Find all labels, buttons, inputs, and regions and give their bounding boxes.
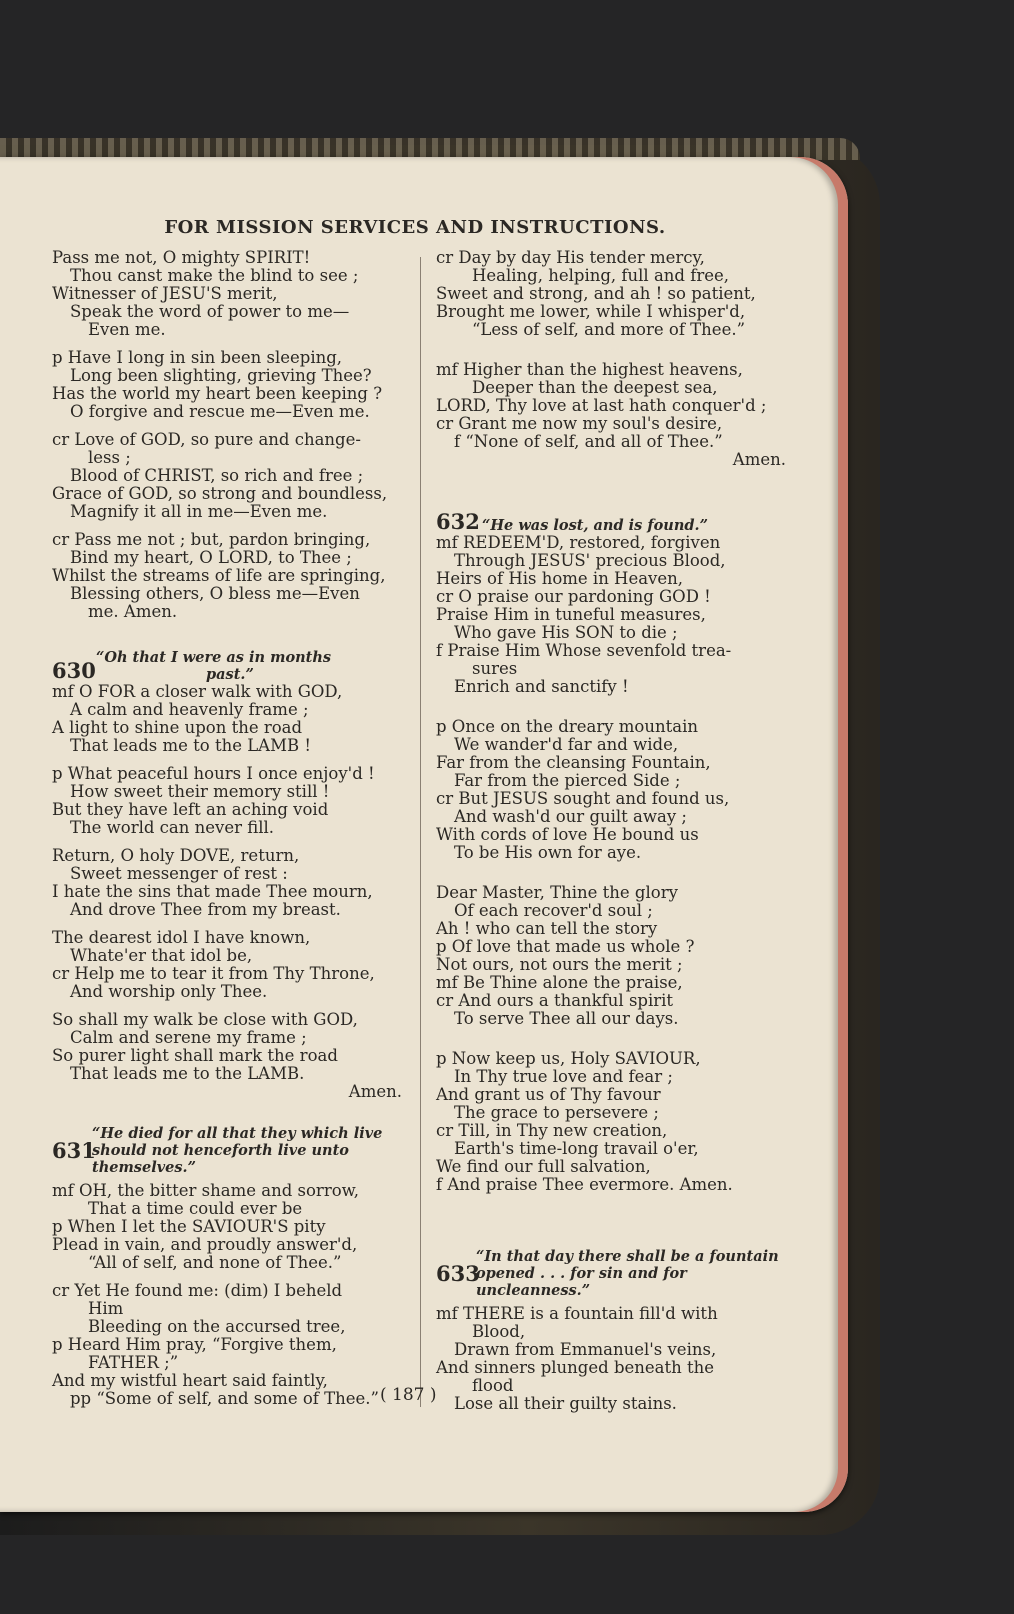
hymn-line: FATHER ;” — [88, 1353, 179, 1372]
hymn-line: To be His own for aye. — [454, 843, 642, 862]
hymn-line: mf OH, the bitter shame and sorrow, — [52, 1181, 360, 1200]
hymn-line: f “None of self, and all of Thee.” — [454, 432, 723, 451]
hymn-line: Through JESUS' precious Blood, — [454, 551, 726, 570]
hymn-line: cr Till, in Thy new creation, — [436, 1121, 668, 1140]
hymn-line: p Once on the dreary mountain — [436, 717, 698, 736]
hymn-line: f Praise Him Whose sevenfold trea- — [436, 641, 732, 660]
hymn-line: But they have left an aching void — [52, 800, 329, 819]
hymn-line: cr Day by day His tender mercy, — [436, 248, 705, 267]
hymn-line: Far from the cleansing Fountain, — [436, 753, 711, 772]
hymn-line: cr Pass me not ; but, pardon bringing, — [52, 530, 371, 549]
hymn-line: Whilst the streams of life are springing, — [52, 566, 386, 585]
hymn-line: Deeper than the deepest sea, — [472, 378, 718, 397]
amen-label: Amen. — [732, 450, 786, 469]
hymn-line: And worship only Thee. — [70, 982, 268, 1001]
right-column — [436, 249, 796, 1413]
hymn-line: pp “Some of self, and some of Thee.” — [70, 1389, 379, 1408]
right-verses-a — [436, 249, 796, 451]
hymn-line: And drove Thee from my breast. — [70, 900, 341, 919]
hymn-line: cr Yet He found me: (dim) I beheld — [52, 1281, 343, 1300]
hymn-line: mf Be Thine alone the praise, — [436, 973, 683, 992]
hymn-line: f And praise Thee evermore. Amen. — [436, 1175, 733, 1194]
column-divider — [420, 257, 421, 1407]
hymn-line: Witnesser of JESU'S merit, — [52, 284, 278, 303]
hymn-epigraph: “He was lost, and is found.” — [482, 517, 708, 534]
hymn-line: The dearest idol I have known, — [52, 928, 311, 947]
hymn-line: p Of love that made us whole ? — [436, 937, 695, 956]
hymn-line: Him — [88, 1299, 124, 1318]
left-verses-b — [52, 683, 412, 1083]
hymn-number: 630 — [52, 658, 96, 683]
page-number: ( 187 ) — [380, 1385, 437, 1405]
hymn-line: less ; — [88, 448, 131, 467]
hymn-line: mf O FOR a closer walk with GOD, — [52, 682, 343, 701]
hymn-line: I hate the sins that made Thee mourn, — [52, 882, 373, 901]
left-verses-c — [52, 1182, 412, 1408]
hymn-line: Even me. — [88, 320, 166, 339]
hymn-line: Bleeding on the accursed tree, — [88, 1317, 346, 1336]
hymn-line: Long been slighting, grieving Thee? — [70, 366, 372, 385]
hymn-line: Thou canst make the blind to see ; — [70, 266, 359, 285]
hymn-line: We find our full salvation, — [436, 1157, 651, 1176]
right-verses-c — [436, 1305, 796, 1413]
hymn-line: cr Help me to tear it from Thy Throne, — [52, 964, 375, 983]
hymn-line: And wash'd our guilt away ; — [454, 807, 687, 826]
hymn-line: Whate'er that idol be, — [70, 946, 253, 965]
hymn-line: Plead in vain, and proudly answer'd, — [52, 1235, 358, 1254]
hymn-line: cr Love of GOD, so pure and change- — [52, 430, 361, 449]
hymn-heading-631 — [52, 1125, 412, 1176]
hymn-line: Dear Master, Thine the glory — [436, 883, 678, 902]
hymn-line: cr But JESUS sought and found us, — [436, 789, 730, 808]
hymn-line: In Thy true love and fear ; — [454, 1067, 673, 1086]
amen-label: Amen. — [348, 1082, 402, 1101]
hymn-line: Brought me lower, while I whisper'd, — [436, 302, 746, 321]
hymn-line: p When I let the SAVIOUR'S pity — [52, 1217, 326, 1236]
hymn-line: mf Higher than the highest heavens, — [436, 360, 743, 379]
right-verses-b — [436, 534, 796, 1194]
hymn-line: Enrich and sanctify ! — [454, 677, 629, 696]
hymn-line: Far from the pierced Side ; — [454, 771, 681, 790]
hymn-line: We wander'd far and wide, — [454, 735, 679, 754]
hymn-line: Blessing others, O bless me—Even — [70, 584, 360, 603]
hymn-heading-633 — [436, 1248, 796, 1299]
hymn-line: Calm and serene my frame ; — [70, 1028, 307, 1047]
stanza-gap — [436, 1028, 796, 1050]
hymn-line: Blood, — [472, 1322, 526, 1341]
hymn-line: cr And ours a thankful spirit — [436, 991, 674, 1010]
hymn-line: p Heard Him pray, “Forgive them, — [52, 1335, 337, 1354]
hymn-line: Who gave His SON to die ; — [454, 623, 678, 642]
hymn-line: Heirs of His home in Heaven, — [436, 569, 684, 588]
hymn-line: Of each recover'd soul ; — [454, 901, 653, 920]
stanza-gap — [436, 339, 796, 361]
hymn-epigraph: “In that day there shall be a fountain opened . . . for sin and for uncleanness.” — [476, 1248, 779, 1299]
stanza-gap — [436, 696, 796, 718]
hymn-line: O forgive and rescue me—Even me. — [70, 402, 370, 421]
hymn-heading-630 — [52, 649, 412, 683]
hymn-line: Bind my heart, O LORD, to Thee ; — [70, 548, 352, 567]
stanza-gap — [436, 862, 796, 884]
hymn-line: Sweet messenger of rest : — [70, 864, 288, 883]
hymn-line: me. Amen. — [88, 602, 178, 621]
hymn-line: Earth's time-long travail o'er, — [454, 1139, 699, 1158]
hymn-line: That a time could ever be — [88, 1199, 303, 1218]
hymn-line: Ah ! who can tell the story — [436, 919, 658, 938]
hymn-line: A light to shine upon the road — [52, 718, 303, 737]
hymn-number: 632 — [436, 509, 480, 534]
left-column — [52, 249, 412, 1408]
hymn-line: cr Grant me now my soul's desire, — [436, 414, 723, 433]
hymn-heading-632 — [436, 509, 796, 534]
hymn-line: Blood of CHRIST, so rich and free ; — [70, 466, 364, 485]
hymn-line: To serve Thee all our days. — [454, 1009, 679, 1028]
hymn-line: And my wistful heart said faintly, — [52, 1371, 328, 1390]
hymn-line: “All of self, and none of Thee.” — [88, 1253, 342, 1272]
hymn-line: How sweet their memory still ! — [70, 782, 330, 801]
hymn-line: Has the world my heart been keeping ? — [52, 384, 383, 403]
hymn-epigraph — [92, 649, 331, 683]
hymn-line: sures — [472, 659, 518, 678]
hymn-line: Drawn from Emmanuel's veins, — [454, 1340, 717, 1359]
hymn-line: Speak the word of power to me— — [70, 302, 350, 321]
hymn-line: Magnify it all in me—Even me. — [70, 502, 328, 521]
hymn-line: “Less of self, and more of Thee.” — [472, 320, 746, 339]
hymn-line: And sinners plunged beneath the — [436, 1358, 715, 1377]
hymn-line: Healing, helping, full and free, — [472, 266, 729, 285]
hymn-line: p What peaceful hours I once enjoy'd ! — [52, 764, 375, 783]
hymn-line: And grant us of Thy favour — [436, 1085, 661, 1104]
hymn-line: cr O praise our pardoning GOD ! — [436, 587, 711, 606]
left-verses-a — [52, 249, 412, 621]
hymn-line: Sweet and strong, and ah ! so patient, — [436, 284, 756, 303]
hymn-line: p Have I long in sin been sleeping, — [52, 348, 343, 367]
page-header: FOR MISSION SERVICES AND INSTRUCTIONS. — [164, 217, 666, 238]
hymn-line: So shall my walk be close with GOD, — [52, 1010, 358, 1029]
hymn-line: With cords of love He bound us — [436, 825, 699, 844]
hymn-line: mf REDEEM'D, restored, forgiven — [436, 533, 721, 552]
hymn-line: Praise Him in tuneful measures, — [436, 605, 706, 624]
hymn-epigraph: “He died for all that they which live should not henceforth live unto themselves.” — [92, 1125, 383, 1176]
hymn-title-line: past.” — [206, 666, 254, 683]
hymn-line: Pass me not, O mighty SPIRIT! — [52, 248, 311, 267]
hymn-line: Return, O holy DOVE, return, — [52, 846, 300, 865]
hymn-line: flood — [472, 1376, 514, 1395]
hymn-line: Grace of GOD, so strong and boundless, — [52, 484, 388, 503]
hymn-line: mf THERE is a fountain fill'd with — [436, 1304, 718, 1323]
hymn-line: The grace to persevere ; — [454, 1103, 659, 1122]
hymn-title-line: “Oh that I were as in months — [96, 649, 332, 666]
hymn-line: That leads me to the LAMB ! — [70, 736, 311, 755]
hymn-line: The world can never fill. — [70, 818, 275, 837]
hymn-number: 631 — [52, 1138, 96, 1163]
hymn-line: p Now keep us, Holy SAVIOUR, — [436, 1049, 701, 1068]
hymn-line: That leads me to the LAMB. — [70, 1064, 305, 1083]
hymn-line: So purer light shall mark the road — [52, 1046, 338, 1065]
hymn-number: 633 — [436, 1261, 480, 1286]
hymn-line: LORD, Thy love at last hath conquer'd ; — [436, 396, 767, 415]
hymn-line: A calm and heavenly frame ; — [70, 700, 309, 719]
hymn-line: Not ours, not ours the merit ; — [436, 955, 683, 974]
hymnal-page — [0, 157, 848, 1512]
hymn-line: Lose all their guilty stains. — [454, 1394, 677, 1413]
